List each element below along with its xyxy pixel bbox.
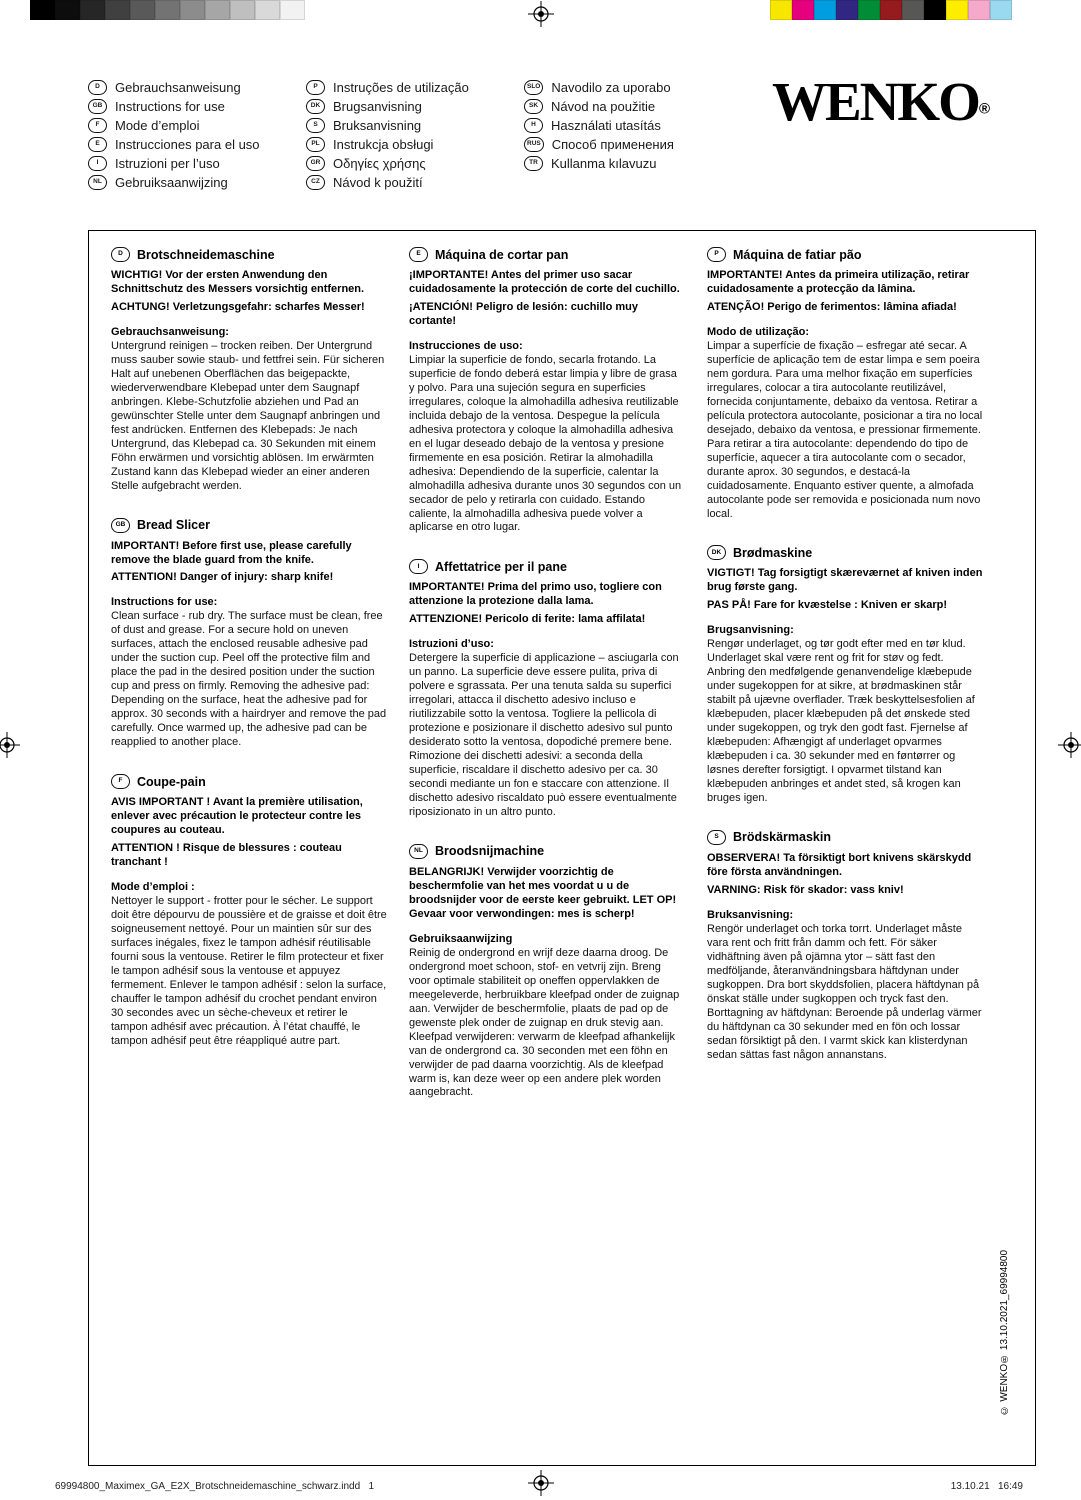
color-swatch xyxy=(205,0,230,20)
language-label: Instrucciones para el uso xyxy=(115,137,260,152)
instruction-section xyxy=(409,247,685,535)
language-item xyxy=(524,78,742,97)
language-item xyxy=(306,135,524,154)
warning-text: VARNING: Risk för skador: vass kniv! xyxy=(707,883,904,896)
language-code-icon: GB xyxy=(111,518,130,533)
language-code-icon: I xyxy=(409,559,428,574)
language-code-icon: RUS xyxy=(524,137,544,152)
language-label: Bruksanvisning xyxy=(333,118,422,133)
section-title xyxy=(707,830,983,845)
language-code-icon: NL xyxy=(88,175,107,190)
section-title-text: Bread Slicer xyxy=(137,518,210,533)
color-swatch xyxy=(130,0,155,20)
color-swatch xyxy=(858,0,880,20)
language-label: Használati utasítás xyxy=(551,118,661,133)
language-label: Kullanma kılavuzu xyxy=(551,156,657,171)
instruction-section xyxy=(111,774,387,1048)
usage-heading: Bruksanvisning: xyxy=(707,908,794,921)
warning-text: ATTENTION! Danger of injury: sharp knife! xyxy=(111,571,334,584)
language-item xyxy=(306,97,524,116)
section-title-text: Broodsnijmachine xyxy=(435,844,545,859)
instruction-section xyxy=(111,247,387,494)
color-swatch xyxy=(792,0,814,20)
color-swatch xyxy=(946,0,968,20)
warning-text: ¡IMPORTANTE! Antes del primer uso sacar cuidadosamente la protección de corte del cuchillo. xyxy=(409,269,680,295)
language-code-icon: NL xyxy=(409,844,428,859)
color-swatch xyxy=(80,0,105,20)
warning-text: PAS PÅ! Fare for kvæstelse : Kniven er skarp! xyxy=(707,599,948,612)
color-swatch xyxy=(55,0,80,20)
warning-text: IMPORTANT! Before first use, please carefully remove the blade guard from the knife. xyxy=(111,539,352,566)
language-item xyxy=(524,135,742,154)
language-code-icon: E xyxy=(88,137,107,152)
language-code-icon: PL xyxy=(306,137,325,152)
usage-heading: Istruzioni d’uso: xyxy=(409,638,494,651)
language-item xyxy=(88,97,306,116)
color-swatch xyxy=(968,0,990,20)
language-code-icon: S xyxy=(707,830,726,845)
warning-text: ATTENTION ! Risque de blessures : couteau tranchant ! xyxy=(111,842,342,868)
section-title-text: Affettatrice per il pane xyxy=(435,559,567,574)
language-code-icon: I xyxy=(88,156,107,171)
language-code-icon: SK xyxy=(524,99,543,114)
language-item xyxy=(306,116,524,135)
warning-text: ACHTUNG! Verletzungsgefahr: scharfes Messer! xyxy=(111,300,365,313)
warning-text: VIGTIGT! Tag forsigtigt skæreværnet af kniven inden brug første gang. xyxy=(707,567,983,594)
language-item xyxy=(88,78,306,97)
instructions-box xyxy=(88,230,1036,1466)
language-label: Gebruiksaanwijzing xyxy=(115,175,228,190)
language-label: Návod na použitie xyxy=(551,99,656,114)
usage-heading: Gebrauchsanweisung: xyxy=(111,325,229,338)
language-label: Brugsanvisning xyxy=(333,99,422,114)
language-item xyxy=(524,97,742,116)
language-label: Istruzioni per l’uso xyxy=(115,156,220,171)
registration-mark-icon xyxy=(1058,732,1081,758)
instructions-column-1 xyxy=(111,247,387,1449)
section-title xyxy=(111,774,387,789)
language-label: Mode d’emploi xyxy=(115,118,200,133)
color-swatch xyxy=(902,0,924,20)
language-code-icon: DK xyxy=(306,99,325,114)
language-code-icon: CZ xyxy=(306,175,325,190)
section-title xyxy=(409,844,685,859)
color-swatch xyxy=(880,0,902,20)
section-title xyxy=(707,545,983,560)
section-title xyxy=(707,247,983,262)
language-code-icon: E xyxy=(409,247,428,262)
warning-text: WICHTIG! Vor der ersten Anwendung den Schnittschutz des Messers vorsichtig entfernen. xyxy=(111,269,365,295)
copyright-vertical-text: © WENKO® 13.10.2021_69994800 xyxy=(999,1250,1010,1416)
color-swatch xyxy=(155,0,180,20)
language-code-icon: DK xyxy=(707,545,726,560)
language-item xyxy=(88,154,306,173)
warning-text: OBSERVERA! Ta försiktigt bort knivens skärskydd före första användningen. xyxy=(707,851,972,878)
language-item xyxy=(306,78,524,97)
warning-text: BELANGRIJK! Verwijder voorzichtig de beschermfolie van het mes voordat u u de broodsnijder voor de eerste keer gebruikt. LET OP! Gevaar voor verwondingen: mes is scherp! xyxy=(409,865,677,920)
language-label: Instruções de utilização xyxy=(333,80,469,95)
language-code-icon: F xyxy=(88,118,107,133)
section-title xyxy=(111,247,387,262)
language-label: Návod k použití xyxy=(333,175,423,190)
registration-mark-icon xyxy=(528,1,554,27)
instruction-body-text: Detergere la superficie di applicazione – asciugarla con un panno. La superficie deve essere pulita, priva di polvere e sgrassata. Per una tenuta salda su superfici irregolari, attacca il dischetto adesivo incluso e riutilizzabile sotto la ventosa. Togliere la pellicola di protezione e posizionare il dischetto adesivo sul punto desiderato sotto la ventosa, dopodiché premere bene. Rimozione dei dischetti adesivi: a seconda della superficie, riscaldare il dischetto adesivo per ca. 30 secondi mediante un fon e staccare con attenzione. Il dischetto adesivo riscaldato può essere eventualmente riposizionato in un altro punto. xyxy=(409,652,679,818)
footer-filename: 69994800_Maximex_GA_E2X_Brotschneidemaschine_schwarz.indd 1 xyxy=(55,1481,375,1492)
language-item xyxy=(306,154,524,173)
instruction-body-text: Clean surface - rub dry. The surface must be clean, free of dust and grease. For a secure hold on uneven surfaces, attach the enclosed reusable adhesive pad under the suction cup. Peel off the protective film and place the pad in the desired position under the suction cup and press on firmly. Removing the adhesive pad: Depending on the surface, heat the adhesive pad for approx. 30 seconds with a hairdryer and remove the pad carefully. Once warmed up, the adhesive pad can be reapplied to another place. xyxy=(111,610,387,749)
registration-mark-icon xyxy=(528,1470,554,1496)
language-code-icon: H xyxy=(524,118,543,133)
section-title-text: Brotschneidemaschine xyxy=(137,247,275,262)
instruction-section xyxy=(111,518,387,751)
language-code-icon: D xyxy=(111,247,130,262)
wenko-logo-text: WENKO xyxy=(771,71,979,132)
language-label: Instrukcja obsługi xyxy=(333,137,434,152)
language-item xyxy=(88,173,306,192)
footer-datetime: 13.10.21 16:49 xyxy=(950,1481,1023,1492)
color-swatch xyxy=(255,0,280,20)
warning-text: ATENÇÃO! Perigo de ferimentos: lâmina afiada! xyxy=(707,300,957,313)
section-title xyxy=(111,518,387,533)
color-swatch xyxy=(180,0,205,20)
instruction-body-text: Limpiar la superficie de fondo, secarla frotando. La superficie de fondo deberá estar limpia y libre de grasa y polvo. Para una sujeción segura en superficies irregulares, coloque la almohadilla adhesiva reutilizable incluida debajo de la ventosa. Despegue la película adhesiva protectora y coloque la almohadilla adhesiva en el lugar deseado debajo de la ventosa y presione firmemente en esa posición. Retirar la almohadilla adhesiva: Dependiendo de la superficie, calentar la almohadilla adhesiva durante unos 30 segundos con un secador de pelo y retirarla con cuidado. Estando caliente, la almohadilla adhesiva puede volver a aplicarse en otro lugar. xyxy=(409,353,682,534)
language-item xyxy=(88,116,306,135)
color-swatch xyxy=(990,0,1012,20)
instruction-section xyxy=(409,844,685,1101)
instruction-section xyxy=(409,559,685,820)
instruction-body-text: Reinig de ondergrond en wrijf deze daarna droog. De ondergrond moet schoon, stof- en vetvrij zijn. Breng voor optimale stabiliteit op oneffen oppervlakken de meegeleverde, herbruikbare kleefpad onder de zuignap aan. Verwijder de beschermfolie, plaats de pad op de gewenste plek onder de zuignap en druk stevig aan. Kleefpad verwijderen: verwarm de kleefpad afhankelijk van de ondergrond ca. 30 seconden met een föhn en verwijder de pad daarna voorzichtig. Als de kleefpad warm is, kan deze weer op een andere plek worden aangebracht. xyxy=(409,946,680,1099)
section-title-text: Brödskärmaskin xyxy=(733,830,831,845)
instruction-body-text: Rengör underlaget och torka torrt. Underlaget måste vara rent och fritt från damm och fett. För säker vidhäftning även på ojämna ytor – sätt fast den medföljande, återanvändningsbara häftdynan under sugkoppen. Dra bort skyddsfolien, placera häftdynan på önskat ställe under sugkoppen och tryck fast den. Borttagning av häftdynan: Beroende på underlag värmer du häftdynan ca 30 sekunder med en fön och lossar sedan försiktigt på den. I varmt skick kan klisterdynan sedan sättas fast någon annanstans. xyxy=(707,922,982,1061)
language-index-column-2 xyxy=(306,78,524,192)
instruction-body-text: Nettoyer le support - frotter pour le sécher. Le support doit être dépourvu de poussière et de graisse et doit être soigneusement nettoyé. Pour un maintien sûr sur des surfaces inégales, fixez le tampon adhésif réutilisable fourni sous la ventouse. Retirer le film protecteur et fixer le tampon adhésif sous la ventouse et appuyez fermement. Enlever le tampon adhésif : selon la surface, chauffer le tampon adhésif du crochet pendant environ 30 secondes avec un sèche-cheveux et retirer le tampon adhésif avec précaution. À l’état chauffé, le tampon adhésif peut être réappliqué autre part. xyxy=(111,894,387,1047)
language-label: Οδηγίες χρήσης xyxy=(333,156,426,171)
language-code-icon: F xyxy=(111,774,130,789)
instructions-column-2 xyxy=(409,247,685,1449)
instructions-column-3 xyxy=(707,247,983,1449)
language-code-icon: D xyxy=(88,80,107,95)
instruction-body-text: Rengør underlaget, og tør godt efter med en tør klud. Underlaget skal være rent og frit for støv og fedt. Anbring den medfølgende genanvendelige klæbepude under sugekoppen for at sikre, at brødmaskinen står stabilt på ujævne overflader. Træk beskyttelsesfolien af klæbepuden, placer klæbepuden på det ønskede sted under sugekoppen, og tryk den godt fast. Fjernelse af klæbepuden: Afhængigt af underlaget opvarmes klæbepuden i ca. 30 sekunder med en føntørrer og løsnes derefter forsigtigt. I opvarmet tilstand kan klæbepuden anbringes et andet sted, så krogen kan bruges igen. xyxy=(707,638,975,804)
warning-text: ATTENZIONE! Pericolo di ferite: lama affilata! xyxy=(409,613,646,626)
language-index-header xyxy=(88,71,990,192)
language-label: Gebrauchsanweisung xyxy=(115,80,241,95)
usage-heading: Brugsanvisning: xyxy=(707,624,794,637)
language-code-icon: S xyxy=(306,118,325,133)
language-item xyxy=(88,135,306,154)
usage-heading: Instructions for use: xyxy=(111,596,218,609)
color-swatch xyxy=(30,0,55,20)
language-code-icon: P xyxy=(707,247,726,262)
registered-trademark-symbol: ® xyxy=(978,100,990,118)
language-item xyxy=(524,154,742,173)
section-title xyxy=(409,247,685,262)
section-title-text: Coupe-pain xyxy=(137,774,206,789)
language-item xyxy=(524,116,742,135)
grayscale-calibration-bar xyxy=(30,0,305,20)
section-title-text: Máquina de cortar pan xyxy=(435,247,569,262)
instruction-section xyxy=(707,545,983,806)
usage-heading: Gebruiksaanwijzing xyxy=(409,932,513,945)
usage-heading: Mode d’emploi : xyxy=(111,880,195,893)
usage-heading: Instrucciones de uso: xyxy=(409,339,523,352)
color-swatch xyxy=(836,0,858,20)
language-code-icon: P xyxy=(306,80,325,95)
instruction-section xyxy=(707,830,983,1063)
language-label: Instructions for use xyxy=(115,99,225,114)
color-swatch xyxy=(814,0,836,20)
color-swatch xyxy=(770,0,792,20)
warning-text: IMPORTANTE! Antes da primeira utilização, retirar cuidadosamente a protecção da lâmina. xyxy=(707,269,970,295)
warning-text: AVIS IMPORTANT ! Avant la première utilisation, enlever avec précaution le protecteur contre les coupures au couteau. xyxy=(111,796,363,837)
registration-mark-icon xyxy=(0,732,20,758)
section-title xyxy=(409,559,685,574)
language-code-icon: SLO xyxy=(524,80,543,95)
color-swatch xyxy=(105,0,130,20)
language-code-icon: GB xyxy=(88,99,107,114)
language-item xyxy=(306,173,524,192)
usage-heading: Modo de utilização: xyxy=(707,325,810,338)
warning-text: ¡ATENCIÓN! Peligro de lesión: cuchillo muy cortante! xyxy=(409,300,638,327)
section-title-text: Máquina de fatiar pão xyxy=(733,247,862,262)
instruction-section xyxy=(707,247,983,521)
color-swatch xyxy=(230,0,255,20)
language-index-column-1 xyxy=(88,78,306,192)
language-code-icon: GR xyxy=(306,156,325,171)
color-calibration-bar xyxy=(770,0,1012,20)
language-index-column-3 xyxy=(524,78,742,192)
language-code-icon: TR xyxy=(524,156,543,171)
instruction-body-text: Untergrund reinigen – trocken reiben. Der Untergrund muss sauber sowie staub- und fettfrei sein. Für sicheren Halt auf unebenen Oberflächen das beigepackte, wiederverwendbare Klebepad unter dem Saugnapf anbringen. Klebe-Schutzfolie abziehen und Pad an gewünschter Stelle unter dem Saugnapf anbringen und fest andrücken. Entfernen des Klebepads: Je nach Untergrund, das Klebepad ca. 30 Sekunden mit einem Föhn erwärmen und vorsichtig ablösen. Im erwärmten Zustand kann das Klebepad wieder an einer anderen Stelle aufgebracht werden. xyxy=(111,339,385,492)
language-label: Navodilo za uporabo xyxy=(551,80,671,95)
instruction-body-text: Limpar a superfície de fixação – esfregar até secar. A superfície de aplicação tem de estar limpa e sem poeira nem gordura. Para uma melhor fixação em superfícies irregulares, colocar a tira autocolante reutilizável, fornecida conjuntamente, debaixo da ventosa. Retirar a película protectora autocolante, posicionar a tira no local desejado, debaixo da ventosa, e pressionar firmemente. Para retirar a tira autocolante: dependendo do tipo de superfície, aquecer a tira autocolante com o secador, durante aprox. 30 segundos, e destacá-la cuidadosamente. Enquanto estiver quente, a almofada autocolante pode ser removida e posicionada num novo local. xyxy=(707,339,983,520)
color-swatch xyxy=(280,0,305,20)
section-title-text: Brødmaskine xyxy=(733,545,813,560)
language-label: Способ применения xyxy=(551,137,674,152)
warning-text: IMPORTANTE! Prima del primo uso, togliere con attenzione la protezione dalla lama. xyxy=(409,581,662,608)
color-swatch xyxy=(924,0,946,20)
wenko-logo xyxy=(771,71,990,132)
